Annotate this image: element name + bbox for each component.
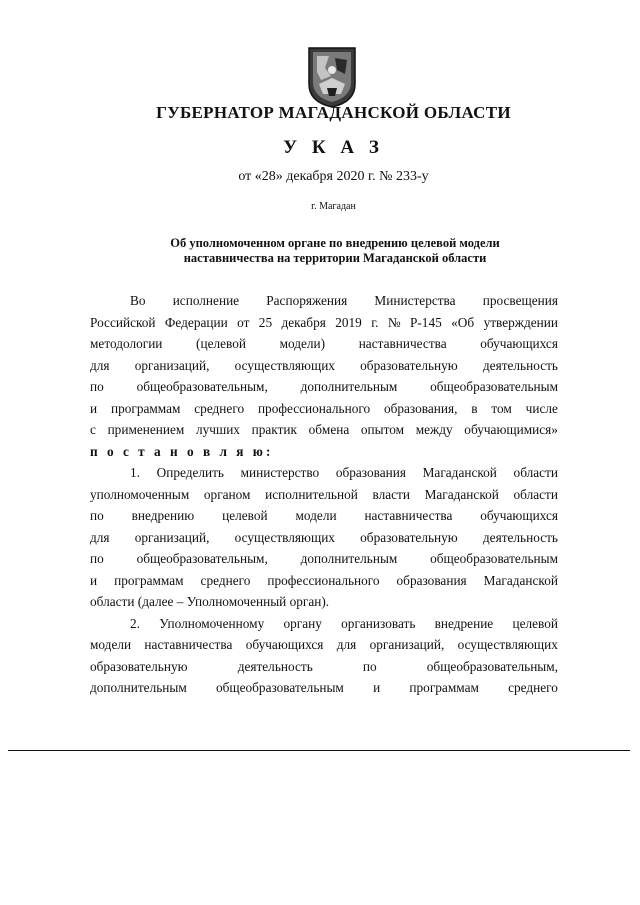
document-body (90, 290, 558, 699)
subject-line-1: Об уполномоченном органе по внедрению целевой модели (170, 236, 500, 250)
body-word: 1. (130, 465, 140, 480)
body-word: внедрение (434, 615, 494, 631)
body-line (90, 419, 558, 441)
body-word: практик (251, 422, 297, 437)
body-word: внедрению (131, 508, 195, 523)
body-word: власти (372, 486, 410, 502)
body-line (90, 312, 558, 334)
body-word: органом (203, 486, 251, 502)
body-word: области (513, 465, 558, 480)
body-word: образовательную (360, 529, 458, 545)
body-word: утверждении (483, 314, 558, 330)
body-word: для (90, 529, 110, 545)
body-word: исполнительной (265, 486, 358, 502)
body-word: Магаданской (483, 572, 558, 588)
body-line (90, 613, 558, 635)
body-word: по (90, 379, 104, 394)
body-word: Российской (90, 314, 156, 330)
body-line (90, 376, 558, 398)
body-word: общеобразовательным, (426, 658, 558, 674)
body-line (90, 591, 558, 613)
body-word: осуществляющих (457, 637, 558, 652)
body-word: профессионального (257, 400, 371, 416)
body-word: дополнительным (300, 551, 398, 566)
body-word: общеобразовательным (215, 680, 344, 695)
body-word: и (373, 680, 381, 695)
body-word: 2019 (335, 314, 362, 330)
body-word: уполномоченным (90, 486, 190, 502)
body-word: области (513, 486, 558, 502)
body-word: образовательную (90, 658, 188, 674)
body-word: 25 (258, 314, 273, 330)
body-line (90, 290, 558, 312)
body-word: г. (371, 314, 379, 330)
body-word: программам (110, 400, 181, 416)
body-word: опытом (360, 422, 405, 437)
body-word: образования (335, 465, 406, 480)
body-word: № (387, 314, 401, 330)
body-word: (целевой (196, 336, 246, 351)
body-word: деятельность (482, 357, 558, 373)
body-word: просвещения (482, 293, 558, 308)
body-word: организовать (341, 615, 416, 631)
body-word: Распоряжения (266, 293, 348, 308)
body-word: наставничества (364, 508, 453, 523)
body-word: органу (283, 615, 322, 631)
body-word: в (471, 400, 478, 416)
body-word: Во (130, 293, 146, 308)
body-word: Магаданской (422, 465, 497, 480)
body-line (90, 398, 558, 420)
document-subject (110, 236, 560, 266)
body-word: среднего (508, 680, 558, 695)
body-word: обмена (308, 422, 350, 437)
body-word: лучших (195, 422, 240, 437)
document-date-number: от «28» декабря 2020 г. № 233-у (238, 169, 429, 184)
body-word: деятельность (237, 658, 313, 674)
body-line (90, 441, 558, 463)
body-word: числе (525, 400, 558, 416)
body-line (90, 484, 558, 506)
page-bottom-rule (8, 750, 630, 751)
body-word: Магаданской (424, 486, 499, 502)
body-word: Р-145 (409, 314, 442, 330)
body-word: дополнительным (90, 680, 187, 695)
body-word: Федерации (164, 314, 228, 330)
body-word: общеобразовательным, (136, 379, 268, 394)
body-word: методологии (90, 336, 163, 351)
body-word: «Об (451, 314, 475, 330)
body-word: организаций, (134, 357, 210, 373)
body-word: по (90, 508, 104, 523)
subject-line-2: наставничества на территории Магаданской области (183, 251, 487, 265)
body-word: Уполномоченному (159, 615, 265, 631)
body-word: общеобразовательным (430, 379, 558, 394)
body-word: по (90, 551, 104, 566)
document-type: У К А З (283, 137, 384, 158)
body-line (90, 634, 558, 656)
body-word: осуществляющих (234, 529, 335, 545)
body-word: области (далее – Уполномоченный орган). (90, 594, 330, 609)
body-word: и (90, 572, 98, 588)
body-word: применением (107, 422, 185, 437)
body-word: образования (396, 572, 467, 588)
body-line (90, 656, 558, 678)
body-word: для (336, 637, 357, 652)
body-word: программам (409, 680, 479, 695)
body-word: между (415, 422, 453, 437)
body-word: модели (90, 637, 132, 652)
body-word: наставничества (358, 336, 447, 351)
body-word: наставничества (144, 637, 233, 652)
body-word: программам (114, 572, 184, 588)
body-word: обучающихся (480, 508, 558, 523)
body-word: п о с т а н о в л я ю: (90, 443, 274, 459)
body-line (90, 462, 558, 484)
body-word: модели) (279, 336, 326, 351)
body-word: том (491, 400, 512, 416)
body-line (90, 333, 558, 355)
body-word: деятельность (482, 529, 558, 545)
body-line (90, 527, 558, 549)
body-word: образовательную (360, 357, 458, 373)
body-word: 2. (130, 615, 140, 631)
body-line (90, 570, 558, 592)
body-word: общеобразовательным, (136, 551, 268, 566)
coat-of-arms-icon (307, 46, 357, 108)
body-word: среднего (200, 572, 251, 588)
body-word: модели (295, 508, 337, 523)
document-city: г. Магадан (311, 201, 356, 212)
body-word: образования, (383, 400, 458, 416)
body-word: организаций, (134, 529, 210, 545)
body-word: исполнение (172, 293, 240, 308)
body-word: для (90, 357, 110, 373)
body-word: профессионального (267, 572, 380, 588)
body-word: министерство (240, 465, 320, 480)
body-word: целевой (222, 508, 268, 523)
body-word: и (90, 400, 98, 416)
body-word: по (362, 658, 377, 674)
body-word: дополнительным (300, 379, 398, 394)
body-line (90, 677, 558, 699)
body-line (90, 355, 558, 377)
body-word: от (237, 314, 250, 330)
issuer-title: ГУБЕРНАТОР МАГАДАНСКОЙ ОБЛАСТИ (156, 103, 511, 122)
body-word: Определить (156, 465, 224, 480)
body-word: с (90, 422, 96, 437)
body-word: организаций, (369, 637, 445, 652)
body-word: среднего (194, 400, 245, 416)
body-line (90, 548, 558, 570)
body-word: Министерства (374, 293, 456, 308)
body-word: общеобразовательным (430, 551, 558, 566)
body-word: обучающихся (245, 637, 324, 652)
body-word: обучающимися» (464, 422, 558, 437)
body-word: целевой (512, 615, 558, 631)
body-line (90, 505, 558, 527)
body-word: обучающихся (480, 336, 558, 351)
body-word: осуществляющих (234, 357, 335, 373)
body-word: декабря (281, 314, 326, 330)
